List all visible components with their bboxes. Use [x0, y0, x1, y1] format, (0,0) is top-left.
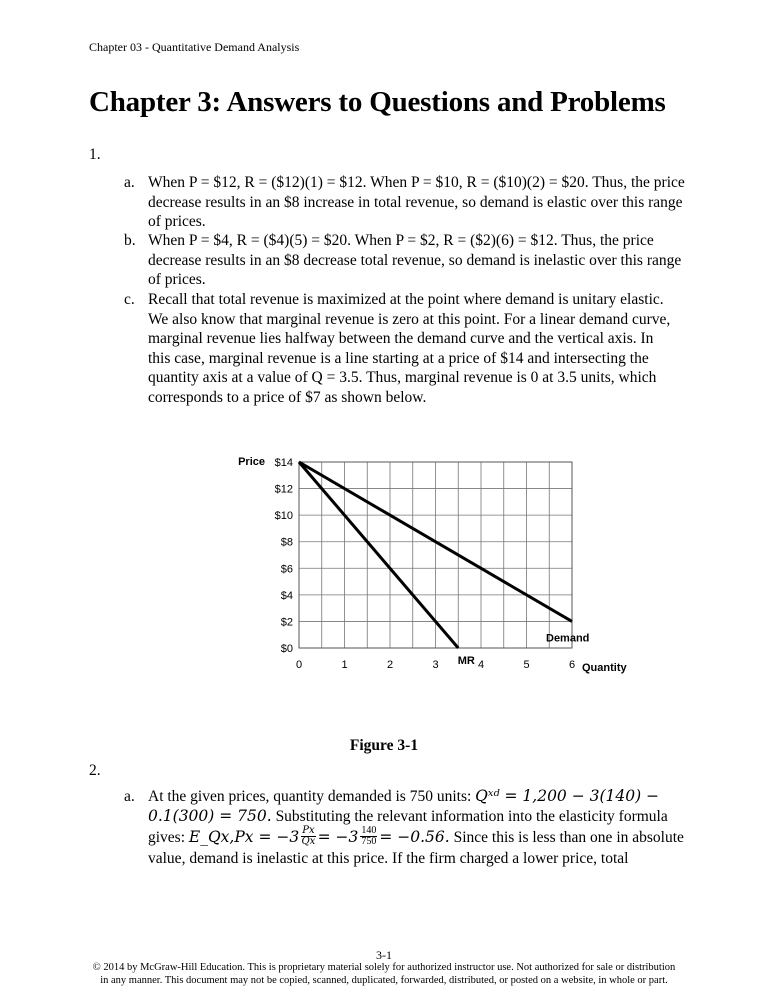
answer-1a-text: When P = $12, R = ($12)(1) = $12. When P = $10, R = ($10)(2) = $20. Thus, the price decrease results in an $8 increase in total revenue, so demand is elastic over this range of prices.	[148, 174, 685, 230]
y-tick-label: $8	[280, 536, 293, 549]
x-tick-label: 1	[341, 659, 348, 671]
answer-1b-label: b.	[124, 232, 136, 249]
chapter-title: Chapter 3: Answers to Questions and Problems	[89, 86, 666, 118]
answer-1c-text: Recall that total revenue is maximized at the point where demand is unitary elastic. We also know that marginal revenue is zero at this point. For a linear demand curve, marginal revenue lies halfway between the demand curve and the vertical axis. In this case, marginal revenue is a line starting at a price of $14 and intersecting the quantity axis at a value of Q = 3.5. Thus, marginal revenue is 0 at 3.5 units, which corresponds to a price of $7 as shown below.	[148, 291, 671, 406]
answer-2a-label: a.	[124, 788, 135, 805]
series-label-mr: MR	[457, 655, 475, 667]
elasticity-symbol: E_Qx,Px = −3	[188, 828, 300, 847]
answer-2a-line-4: value, demand is inelastic at this price. If the firm charged a lower price, total	[148, 850, 629, 867]
answer-1c-label: c.	[124, 291, 135, 308]
answer-1b-text: When P = $4, R = ($4)(5) = $20. When P = $2, R = ($2)(6) = $12. Thus, the price decrease results in an $8 decrease total revenue, so demand is inelastic over this range of prices.	[148, 232, 682, 288]
answer-1b	[124, 231, 688, 290]
y-tick-label: $4	[280, 589, 293, 602]
x-tick-label: 5	[523, 659, 530, 671]
x-axis-label: Quantity	[582, 662, 627, 674]
x-tick-label: 2	[386, 659, 394, 671]
fraction-140-750: $\frac{140}{750}$	[361, 825, 377, 847]
figure-caption: Figure 3-1	[349, 737, 419, 754]
y-tick-label: $10	[274, 510, 293, 523]
answer-1a-label: a.	[124, 174, 135, 191]
answer-1c	[124, 290, 678, 407]
copyright-notice: © 2014 by McGraw-Hill Education. This is proprietary material solely for authorized instructor use. Not authorized for sale or distribution in any manner. This document may not be copied, scanned, duplicated, forwarded, distributed, or posted on a website, in whole or part.	[92, 962, 676, 986]
fraction-px-qx: $\frac{Px}{Qx}$	[301, 825, 316, 847]
series-label-demand: Demand	[546, 632, 590, 645]
running-header: Chapter 03 - Quantitative Demand Analysis	[89, 40, 300, 54]
y-tick-label: $12	[274, 483, 293, 496]
series-line-mr	[299, 462, 458, 648]
y-axis-label: Price	[238, 456, 265, 468]
y-tick-label: $0	[280, 643, 293, 655]
answer-2a-line-1: At the given prices, quantity demanded is 750 units: Qˣᵈ = 1,200 − 3(140) −	[148, 787, 660, 805]
x-tick-label: 6	[568, 659, 576, 671]
answer-2a	[124, 787, 708, 869]
quantity-equation: Qˣᵈ = 1,200 − 3(140) −	[475, 787, 660, 805]
y-tick-label: $2	[280, 616, 293, 629]
y-tick-label: $6	[280, 563, 293, 576]
answer-1a	[124, 173, 688, 232]
question-number-1: 1.	[89, 146, 101, 163]
x-tick-label: 4	[477, 659, 485, 671]
page-number: 3-1	[376, 948, 392, 962]
question-number-2: 2.	[89, 762, 101, 779]
x-tick-label: 0	[295, 659, 303, 671]
answer-2a-line-2: 0.1(300) = 750. Substituting the relevant information into the elasticity formula	[148, 806, 668, 825]
answer-2a-line-3: gives: E_Qx,Px = −3 $\frac{Px}{Qx}$ = −3 $\frac{140}{750}$ = −0.56. Since this is less than one in absolute	[148, 825, 684, 847]
x-tick-label: 3	[432, 659, 439, 671]
y-tick-label: $14	[274, 457, 293, 469]
demand-mr-chart	[0, 440, 768, 700]
